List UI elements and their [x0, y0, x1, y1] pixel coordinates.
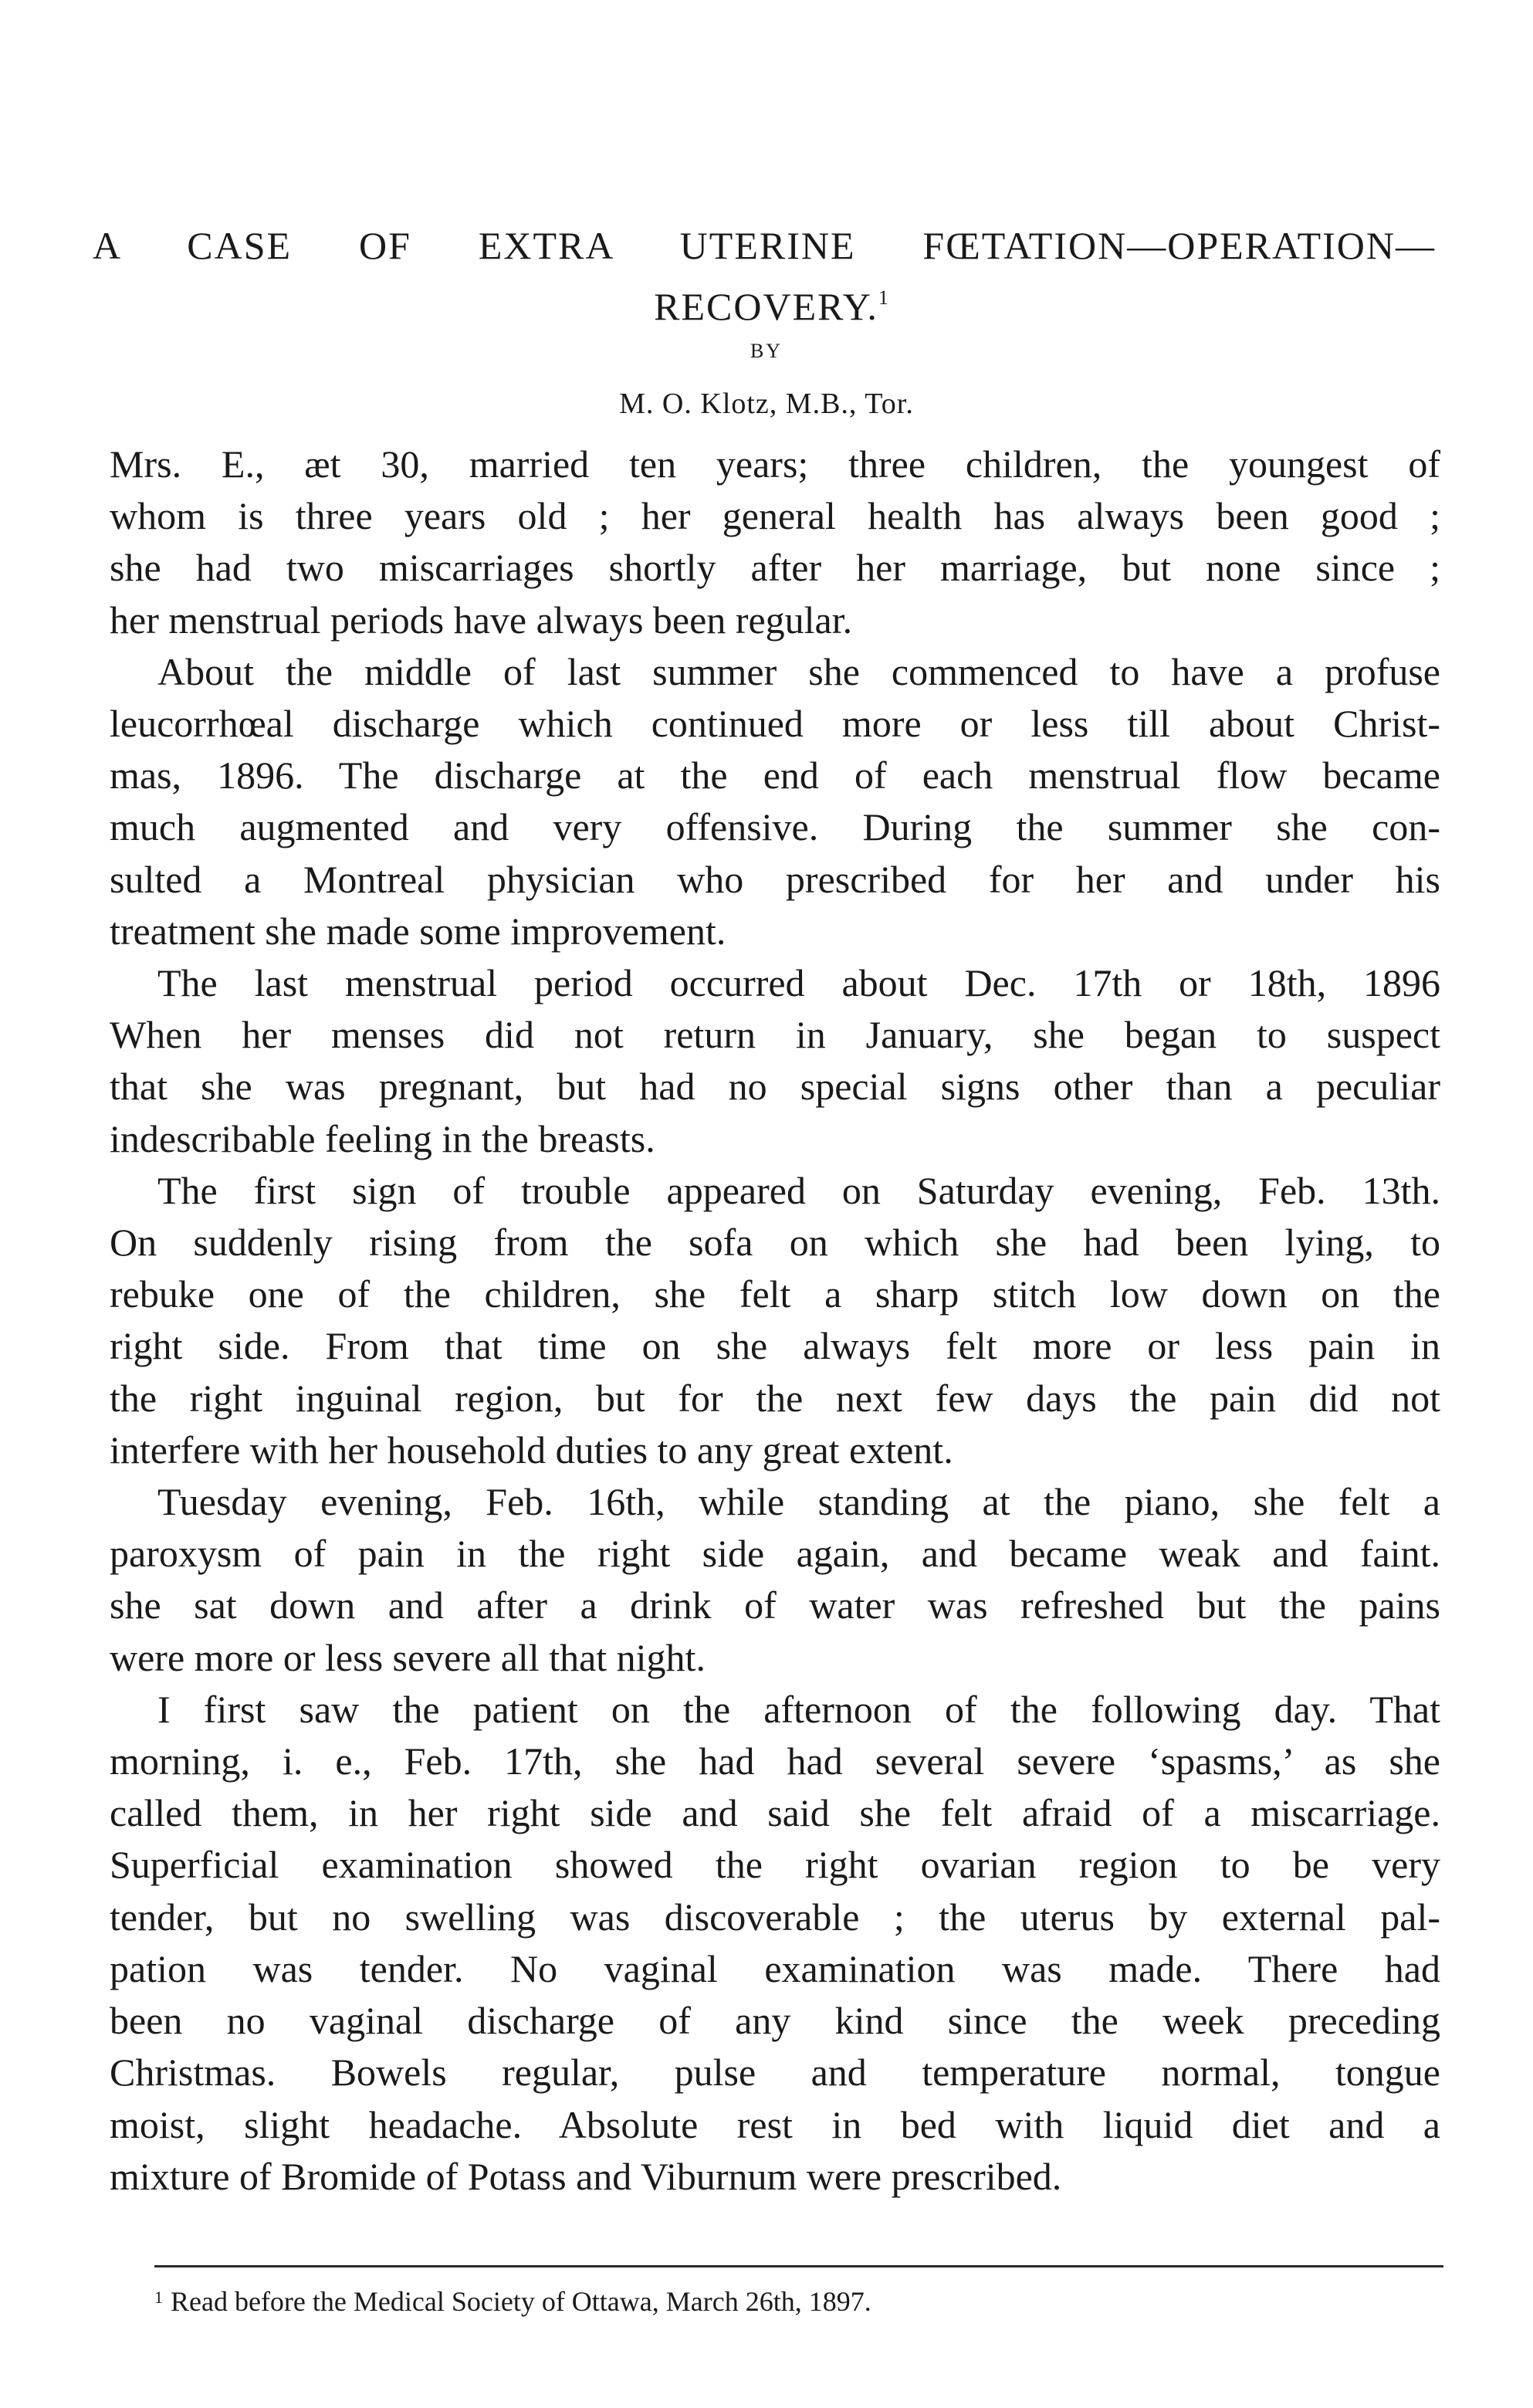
text-line: The first sign of trouble appeared on Saturday evening, Feb. 13th. [157, 1168, 1440, 1212]
article-title-line-1: A CASE OF EXTRA UTERINE FŒTATION—OPERATION— [93, 224, 1436, 267]
text-line: whom is three years old ; her general health has always been good ; [110, 494, 1440, 538]
article-body [110, 439, 1440, 2203]
text-line: mas, 1896. The discharge at the end of each menstrual flow became [110, 754, 1440, 798]
text-line: interfere with her household duties to any great extent. [110, 1428, 953, 1472]
text-line: were more or less severe all that night. [110, 1635, 706, 1679]
author-line: M. O. Klotz, M.B., Tor. [619, 388, 914, 420]
text-line: Tuesday evening, Feb. 16th, while standing at the piano, she felt a [157, 1480, 1440, 1524]
paragraph-1 [110, 439, 1440, 646]
paragraph-6 [110, 1684, 1440, 2203]
text-line: When her menses did not return in January, she began to suspect [110, 1013, 1440, 1057]
text-line: she sat down and after a drink of water was refreshed but the pains [110, 1583, 1440, 1627]
paragraph-4 [110, 1165, 1440, 1476]
text-line: indescribable feeling in the breasts. [110, 1116, 655, 1160]
text-line: I first saw the patient on the afternoon of the following day. That [157, 1687, 1440, 1731]
text-line: treatment she made some improvement. [110, 909, 726, 953]
text-line: Superficial examination showed the right ovarian region to be very [110, 1843, 1440, 1887]
text-line: the right inguinal region, but for the next few days the pain did not [110, 1376, 1440, 1420]
text-line: been no vaginal discharge of any kind since the week preceding [110, 1999, 1440, 2043]
text-line: mixture of Bromide of Potass and Viburnum were prescribed. [110, 2154, 1062, 2198]
footnote [154, 2281, 1312, 2318]
text-line: right side. From that time on she always felt more or less pain in [110, 1324, 1440, 1368]
text-line: called them, in her right side and said she felt afraid of a miscarriage. [110, 1791, 1440, 1835]
text-line: About the middle of last summer she commenced to have a profuse [157, 649, 1440, 693]
footnote-text: Read before the Medical Society of Ottawa, March 26th, 1897. [171, 2286, 871, 2317]
article-title-line-2 [93, 275, 1451, 330]
text-line: tender, but no swelling was discoverable ; the uterus by external pal- [110, 1895, 1440, 1939]
text-line: paroxysm of pain in the right side again, and became weak and faint. [110, 1532, 1440, 1576]
text-line: moist, slight headache. Absolute rest in bed with liquid diet and a [110, 2102, 1440, 2146]
text-line: she had two miscarriages shortly after her marriage, but none since ; [110, 546, 1440, 590]
text-line: On suddenly rising from the sofa on which she had been lying, to [110, 1221, 1440, 1265]
footnote-mark: 1 [154, 2288, 163, 2307]
text-line: morning, i. e., Feb. 17th, she had had several severe ‘spasms,’ as she [110, 1739, 1440, 1783]
text-line: leucorrhœal discharge which continued more or less till about Christ- [110, 702, 1440, 746]
paragraph-3 [110, 957, 1440, 1165]
text-line: sulted a Montreal physician who prescribed for her and under his [110, 857, 1440, 901]
article-title-text: RECOVERY. [654, 285, 878, 328]
footnote-divider [154, 2265, 1443, 2267]
text-line: The last menstrual period occurred about Dec. 17th or 18th, 1896 [157, 961, 1440, 1005]
text-line: her menstrual periods have always been regular. [110, 598, 853, 642]
text-line: Christmas. Bowels regular, pulse and temperature normal, tongue [110, 2051, 1440, 2095]
text-line: pation was tender. No vaginal examination was made. There had [110, 1946, 1440, 1990]
paragraph-5 [110, 1476, 1440, 1684]
paragraph-2 [110, 646, 1440, 957]
text-line: Mrs. E., æt 30, married ten years; three children, the youngest of [110, 442, 1440, 486]
text-line: rebuke one of the children, she felt a sharp stitch low down on the [110, 1272, 1440, 1316]
title-footnote-mark: 1 [878, 286, 890, 309]
text-line: much augmented and very offensive. During the summer she con- [110, 805, 1440, 849]
text-line: that she was pregnant, but had no special signs other than a peculiar [110, 1065, 1440, 1109]
by-line: BY [750, 340, 783, 362]
